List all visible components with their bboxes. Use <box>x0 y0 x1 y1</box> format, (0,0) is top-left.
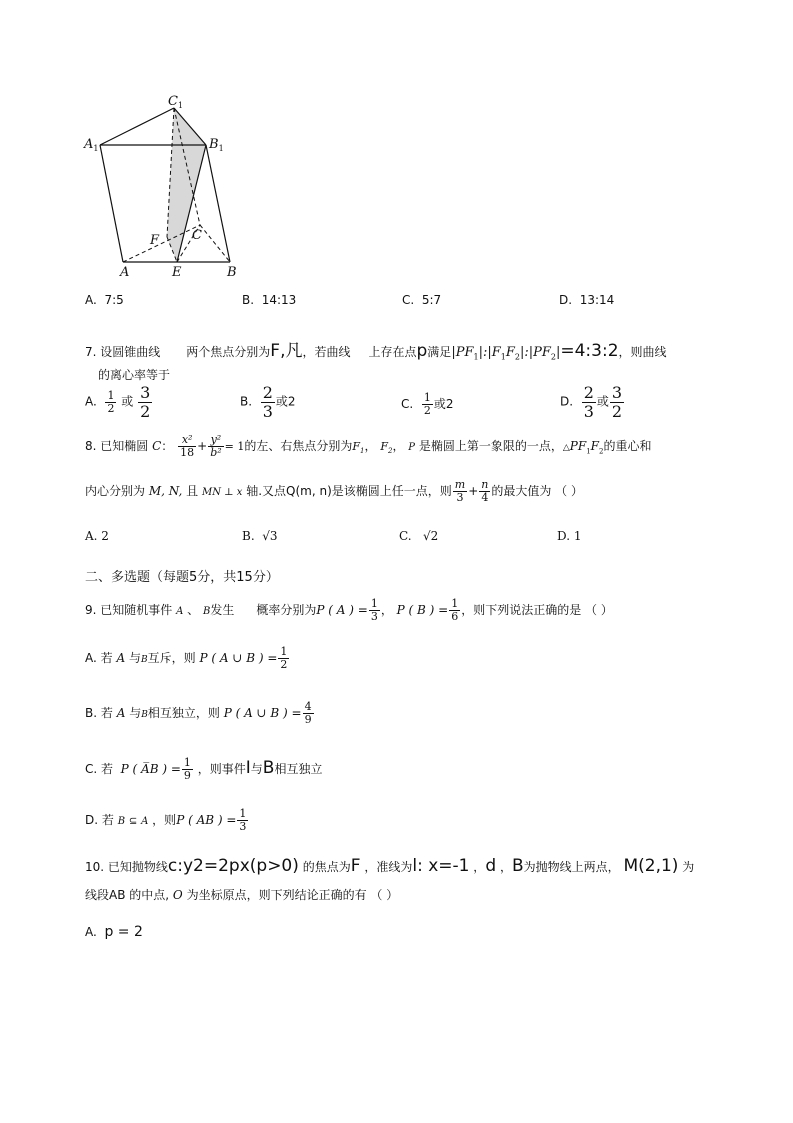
q9-option-b[interactable]: B. 若 A 与B相互独立，则 P ( A ∪ B ) = $\frac{4}{9}$ <box>85 700 312 727</box>
q8-stem-line2: 内心分别为 M, N, 且 MN ⊥ x 轴.又点Q(m, n)是该椭圆上任一点，则 $\frac{m}{3}$ + $\frac{n}{4}$ 的最大值为 （ ） <box>85 478 583 505</box>
label-e: E <box>172 265 182 280</box>
q9-option-a[interactable]: A. 若 A 与B互斥，则 P ( A ∪ B ) = $\frac{1}{2}$ <box>85 645 288 672</box>
edge-c-b-dashed <box>200 225 230 262</box>
label-f: F <box>150 233 160 248</box>
q8-option-a[interactable]: A. 2 <box>85 529 109 543</box>
prism-figure <box>80 90 250 285</box>
label-a: A <box>120 265 130 280</box>
section-title-multi-choice: 二、多选题（每题5分，共15分） <box>85 570 279 585</box>
label-a1: $A_1$ <box>84 137 99 153</box>
edge-b1-b <box>206 145 230 262</box>
q9-option-c[interactable]: C. 若 P ( A̅B ) = $\frac{1}{9}$ ，则事件I与B相互独立 <box>85 756 323 783</box>
q7-stem-line2: 的离心率等于 <box>98 368 171 382</box>
label-c1: $C_1$ <box>168 94 184 110</box>
q8-option-c[interactable]: C. √2 <box>399 529 439 543</box>
q6-option-b[interactable]: B. 14:13 <box>242 293 297 307</box>
q7-option-a[interactable]: A. $\frac{1}{2}$ 或 $\frac{3}{2}$ <box>85 383 151 421</box>
q6-option-d[interactable]: D. 13:14 <box>559 293 615 307</box>
label-b1: $B_1$ <box>209 137 224 153</box>
q8-option-d[interactable]: D. 1 <box>557 529 582 543</box>
q7-option-b[interactable]: B. $\frac{2}{3}$ 或2 <box>240 383 296 421</box>
q8-stem: 8. 已知椭圆 C： $\frac{\text{x²}}{18}$ + $\frac{\text{y²}}{\text{b²}}$ = 1的左、右焦点分别为$F_1$， $F_2$， P 是椭圆上第一象限的一点，$\triangle PF_1F_2$的重心和 <box>85 433 652 460</box>
q6-option-c[interactable]: C. 5:7 <box>402 293 442 307</box>
q8-options <box>85 529 725 547</box>
q9-stem: 9. 已知随机事件 A 、 B发生 概率分别为P ( A ) = $\frac{1}{3}$ ， P ( B ) = $\frac{1}{6}$ ，则下列说法正确的是 （ ） <box>85 597 613 624</box>
q7-stem: 7. 设圆锥曲线 两个焦点分别为F,凡，若曲线 上存在点p满足$|PF_1|:|F_1F_2|:|PF_2|=4:3:2$，则曲线 <box>85 341 667 362</box>
q10-option-a[interactable]: A. p = 2 <box>85 924 143 940</box>
q6-option-a[interactable]: A. 7:5 <box>85 293 124 307</box>
q9-option-d[interactable]: D. 若 B ⊆ A ，则P ( AB ) = $\frac{1}{3}$ <box>85 807 247 834</box>
edge-a1-a <box>100 145 123 262</box>
q8-option-b[interactable]: B. √3 <box>242 529 278 543</box>
label-c: C <box>192 228 202 243</box>
q7-option-c[interactable]: C. $\frac{1}{2}$ 或2 <box>401 391 454 418</box>
edge-a1-c1 <box>100 108 174 145</box>
q10-stem-line2: 线段AB 的中点, O 为坐标原点，则下列结论正确的有 （ ） <box>85 888 399 902</box>
label-b: B <box>227 265 237 280</box>
q10-stem: 10. 已知抛物线c:y2=2px(p>0) 的焦点为F ，准线为l: x=-1 ，d ，B为抛物线上两点， M(2,1) 为 <box>85 856 695 876</box>
q6-options <box>85 293 725 311</box>
q7-option-d[interactable]: D. $\frac{2}{3}$ 或 $\frac{3}{2}$ <box>560 383 623 421</box>
